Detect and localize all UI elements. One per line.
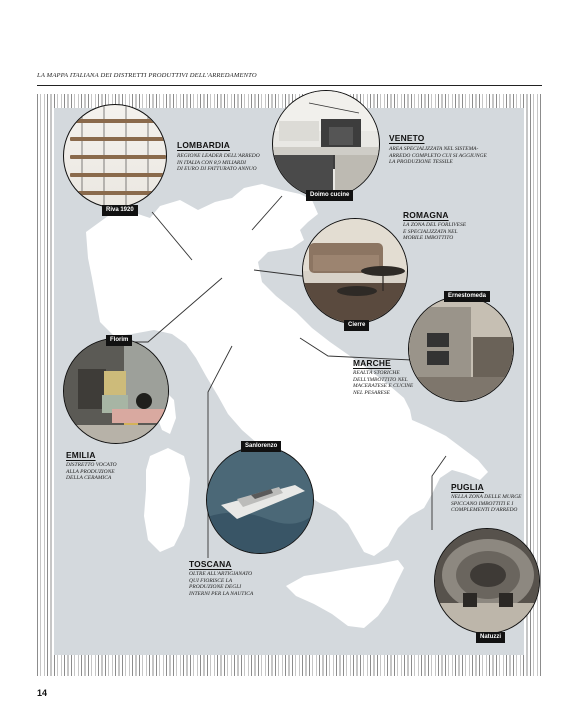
sicily-shape — [286, 560, 404, 628]
shelving-illustration — [64, 105, 167, 208]
toscana-description: OLTRE ALL'ARTIGIANATO QUI FIORISCE LA PRODUZIONE DEGLI INTERNI PER LA NAUTICA — [189, 571, 254, 597]
toscana-title: TOSCANA — [189, 559, 232, 569]
natuzzi-brand-tag: Natuzzi — [476, 632, 505, 643]
yacht-illustration — [207, 447, 314, 554]
kitchen-illustration — [273, 91, 380, 198]
marche-description: REALTÀ STORICHE DELL'IMBOTTITO NEL MACERATESE E CUCINE NEL PESARESE — [353, 370, 414, 396]
emilia-description: DISTRETTO VOCATO ALLA PRODUZIONE DELLA CERAMICA — [66, 462, 117, 482]
lombardia-description: REGIONE LEADER DELL'ARREDO IN ITALIA CON 8,9 MILIARDI DI EURO DI FATTURATO ANNUO — [177, 153, 260, 173]
marche-title: MARCHE — [353, 358, 391, 368]
emilia-photo — [63, 338, 169, 444]
veneto-description: AREA SPECIALIZZATA NEL SISTEMA- ARREDO COMPLETO CUI SI AGGIUNGE LA PRODUZIONE TESSILE — [389, 146, 487, 166]
showroom-illustration — [435, 529, 540, 634]
romagna-photo — [302, 218, 408, 324]
veneto-photo — [272, 90, 380, 198]
page-header: LA MAPPA ITALIANA DEI DISTRETTI PRODUTTIVI DELL'ARREDAMENTO — [37, 72, 257, 79]
doimo-cucine-brand-tag: Doimo cucine — [306, 190, 353, 201]
ceramic-interior-illustration — [64, 339, 169, 444]
puglia-photo — [434, 528, 540, 634]
romagna-description: LA ZONA DEL FORLIVESE E SPECIALIZZATA NEL MOBILE IMBOTTITO — [403, 222, 467, 242]
puglia-title: PUGLIA — [451, 482, 484, 492]
romagna-title: ROMAGNA — [403, 210, 449, 220]
riva-1920-brand-tag: Riva 1920 — [102, 205, 138, 216]
lombardia-photo — [63, 104, 167, 208]
page-number: 14 — [37, 688, 48, 698]
puglia-description: NELLA ZONA DELLE MURGE SPICCANO IMBOTTITI E I COMPLEMENTI D'ARREDO — [451, 494, 522, 514]
emilia-title: EMILIA — [66, 450, 96, 460]
veneto-title: VENETO — [389, 133, 425, 143]
toscana-photo — [206, 446, 314, 554]
marche-photo — [408, 296, 514, 402]
florim-brand-tag: Florim — [106, 335, 132, 346]
kitchen-illustration — [409, 297, 514, 402]
sanlorenzo-brand-tag: Sanlorenzo — [241, 441, 281, 452]
lombardia-title: LOMBARDIA — [177, 140, 230, 150]
sardinia-shape — [144, 448, 190, 552]
cierre-brand-tag: Cierre — [344, 320, 369, 331]
ernestomeda-brand-tag: Ernestomeda — [444, 291, 490, 302]
sofa-illustration — [303, 219, 408, 324]
